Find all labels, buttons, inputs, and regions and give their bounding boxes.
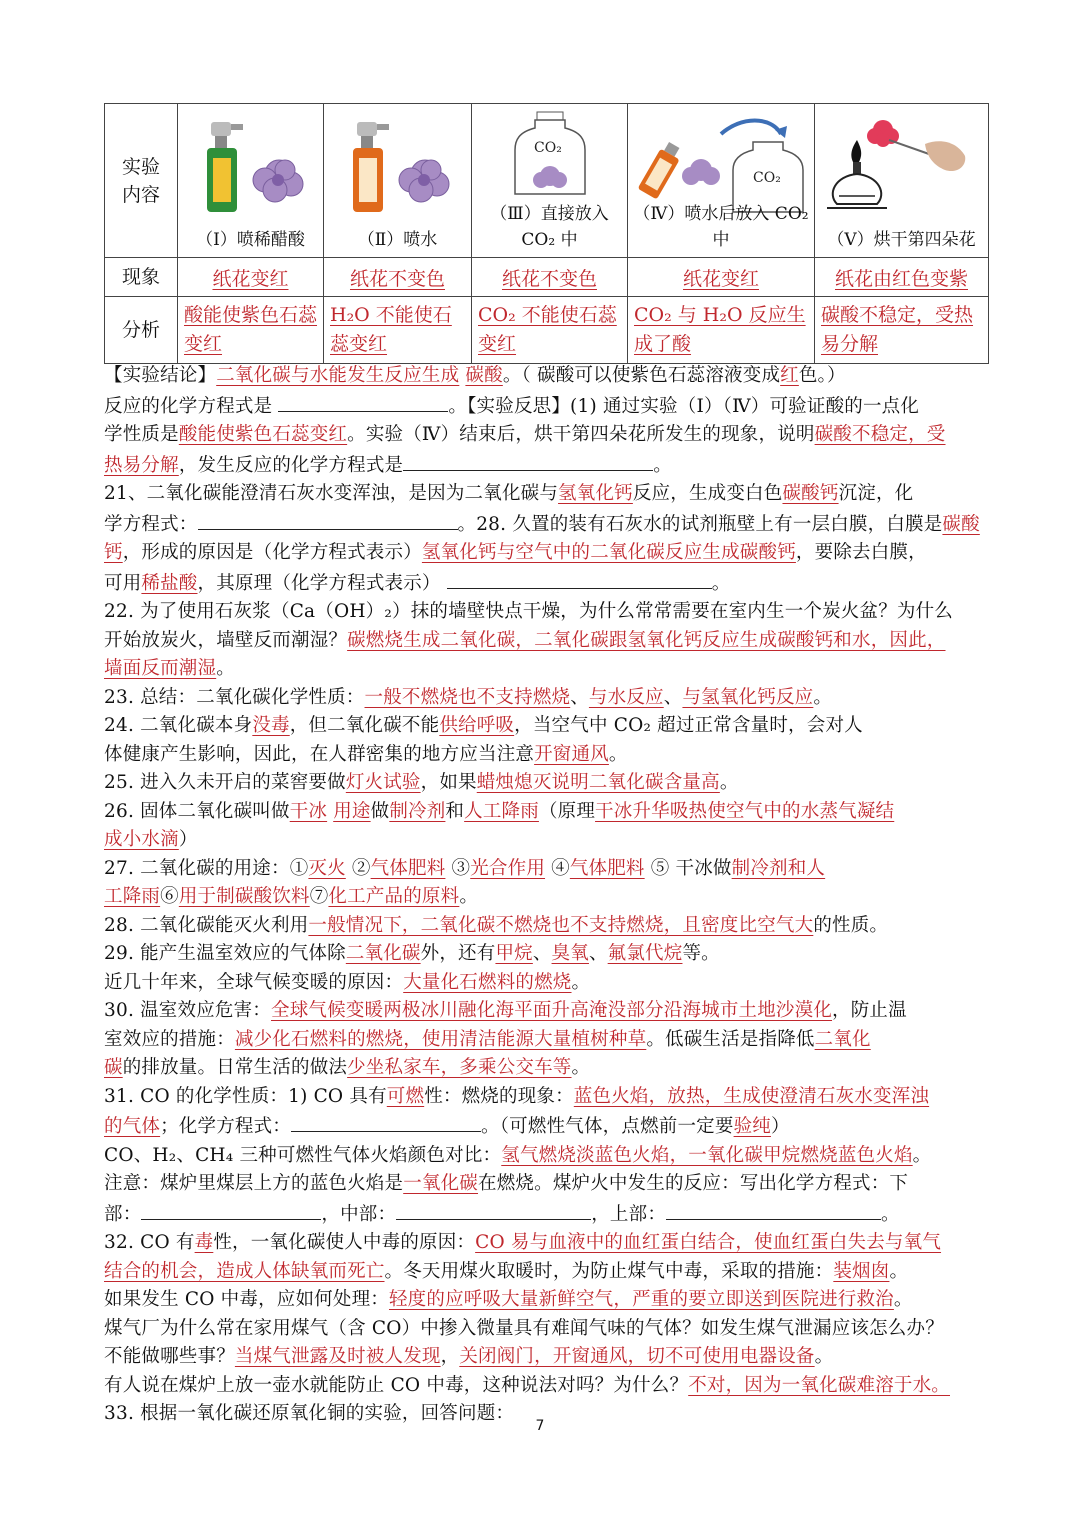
q32-line1: 32. CO 有毒性，一氧化碳使人中毒的原因：CO 易与血液中的血红蛋白结合，使血红蛋白失去与氧气 xyxy=(104,1232,942,1253)
phenomenon-4: 纸花变红 xyxy=(628,258,815,297)
analysis-3: CO₂ 不能使石蕊变红 xyxy=(472,297,628,364)
worksheet-body xyxy=(104,362,984,1429)
phenomenon-2: 纸花不变色 xyxy=(324,258,472,297)
q31-line1: 31. CO 的化学性质：1) CO 具有可燃性：燃烧的现象：蓝色火焰，放热，生成使澄清石灰水变浑浊 xyxy=(104,1085,930,1107)
q32-line5: 不能做哪些事？当煤气泄露及时被人发现，关闭阀门，开窗通风，切不可使用电器设备。 xyxy=(104,1346,834,1367)
q26-line2: 成小水滴） xyxy=(104,829,198,850)
caption-exp-1: （Ⅰ）喷稀醋酸 xyxy=(196,230,305,250)
caption-exp-3-top: （Ⅲ）直接放入 xyxy=(490,204,609,224)
q29-line1: 29. 能产生温室效应的气体除二氧化碳外，还有甲烷、臭氧、氟氯代烷等。 xyxy=(104,943,720,964)
q25-line: 25. 进入久未开启的菜窖要做灯火试验，如果蜡烛熄灭说明二氧化碳含量高。 xyxy=(104,772,739,793)
exp-cell-2 xyxy=(324,104,472,258)
page-number: 7 xyxy=(535,1418,545,1434)
q23-line: 23. 总结：二氧化碳化学性质：一般不燃烧也不支持燃烧、与水反应、与氢氧化钙反应。 xyxy=(104,686,833,708)
spray-bottle-orange-icon xyxy=(327,114,467,224)
analysis-5: 碳酸不稳定，受热易分解 xyxy=(815,297,989,364)
q31-line5: 部： ，中部： ，上部： 。 xyxy=(104,1199,984,1230)
q21-line4: 可用稀盐酸，其原理（化学方程式表示） 。 xyxy=(104,568,984,599)
q28-line: 28. 二氧化碳能灭火利用一般情况下，二氧化碳不燃烧也不支持燃烧，且密度比空气大的性质。 xyxy=(104,914,889,936)
exp-cell-3 xyxy=(472,104,628,258)
analysis-2: H₂O 不能使石蕊变红 xyxy=(324,297,472,364)
svg-text:CO₂: CO₂ xyxy=(753,170,781,186)
row-header-content: 实验内容 xyxy=(105,104,178,258)
exp-cell-5 xyxy=(815,104,989,258)
co2-jar-icon xyxy=(505,110,595,200)
caption-exp-3: CO₂ 中 xyxy=(521,230,578,250)
conclusion-line: 【实验结论】二氧化碳与水能发生反应生成 碳酸。（ 碳酸可以使紫色石蕊溶液变成红色。） xyxy=(104,365,846,386)
q32-line2: 结合的机会，造成人体缺氧而死亡。冬天用煤火取暖时，为防止煤气中毒，采取的措施：装烟囱。 xyxy=(104,1260,909,1282)
caption-exp-5: （Ⅴ）烘干第四朵花 xyxy=(827,230,976,250)
spray-bottle-green-icon xyxy=(181,114,321,224)
q32-line4: 煤气厂为什么常在家用煤气（含 CO）中掺入微量具有难闻气味的气体？如发生煤气泄漏应该怎么办？ xyxy=(104,1317,944,1339)
q22-line2: 开始放炭火，墙壁反而潮湿？碳燃烧生成二氧化碳，二氧化碳跟氢氧化钙反应生成碳酸钙和水，因此， xyxy=(104,629,946,651)
reflection-line: 反应的化学方程式是 。【实验反思】(1) 通过实验（Ⅰ）（Ⅳ）可验证酸的一点化 xyxy=(104,391,984,422)
q24-line2: 体健康产生影响，因此，在人群密集的地方应当注意开窗通风。 xyxy=(104,743,628,765)
q27-line2: 工降雨⑥用于制碳酸饮料⑦化工产品的原料。 xyxy=(104,886,479,907)
q30-line1: 30. 温室效应危害：全球气候变暖两极冰川融化海平面升高淹没部分沿海城市土地沙漠化，防止温 xyxy=(104,1000,907,1021)
q21-line1: 21、二氧化碳能澄清石灰水变浑浊，是因为二氧化碳与氢氧化钙反应，生成变白色碳酸钙沉淀，化 xyxy=(104,483,914,504)
q29-line2: 近几十年来，全球气候变暖的原因：大量化石燃料的燃烧。 xyxy=(104,971,591,993)
analysis-4: CO₂ 与 H₂O 反应生成了酸 xyxy=(628,297,815,364)
q31-line2: 的气体；化学方程式： 。（可燃性气体，点燃前一定要验纯） xyxy=(104,1111,984,1142)
decompose-line: 热易分解，发生反应的化学方程式是 。 xyxy=(104,450,984,481)
q30-line2: 室效应的措施：减少化石燃料的燃烧，使用清洁能源大量植树种草。低碳生活是指降低二氧化 xyxy=(104,1028,871,1050)
svg-text:CO₂: CO₂ xyxy=(534,140,562,156)
q22-line3: 墙面反而潮湿。 xyxy=(104,658,235,679)
row-header-analysis: 分析 xyxy=(105,297,178,364)
q24-line1: 24. 二氧化碳本身没毒，但二氧化碳不能供给呼吸，当空气中 CO₂ 超过正常含量时，会对人 xyxy=(104,715,863,736)
q21-line2: 学方程式： 。28. 久置的装有石灰水的试剂瓶壁上有一层白膜，白膜是碳酸 xyxy=(104,509,984,540)
q31-line3: CO、H₂、CH₄ 三种可燃性气体火焰颜色对比：氢气燃烧淡蓝色火焰，一氧化碳甲烷燃烧蓝色火焰。 xyxy=(104,1144,932,1166)
alcohol-lamp-icon xyxy=(817,110,987,220)
q21-line3: 钙，形成的原因是（化学方程式表示）氢氧化钙与空气中的二氧化碳反应生成碳酸钙，要除去白膜， xyxy=(104,542,927,563)
q22-line1: 22. 为了使用石灰浆（Ca（OH）₂）抹的墙壁快点干燥，为什么常常需要在室内生一个炭火盆？为什么 xyxy=(104,601,954,622)
q32-line3: 如果发生 CO 中毒，应如何处理：轻度的应呼吸大量新鲜空气，严重的要立即送到医院进行救治。 xyxy=(104,1289,913,1310)
exp-cell-4 xyxy=(628,104,815,258)
phenomenon-1: 纸花变红 xyxy=(178,258,324,297)
q30-line3: 碳的排放量。日常生活的做法少坐私家车，多乘公交车等。 xyxy=(104,1057,591,1078)
phenomenon-3: 纸花不变色 xyxy=(472,258,628,297)
phenomenon-5: 纸花由红色变紫 xyxy=(815,258,989,297)
q31-line4: 注意：煤炉里煤层上方的蓝色火焰是一氧化碳在燃烧。煤炉火中发生的反应：写出化学方程式：下 xyxy=(104,1173,909,1194)
experiment-table xyxy=(104,103,989,364)
analysis-1: 酸能使紫色石蕊变红 xyxy=(178,297,324,364)
row-header-phenomenon: 现象 xyxy=(105,258,178,297)
acid-property-line: 学性质是酸能使紫色石蕊变红。实验（Ⅳ）结束后，烘干第四朵花所发生的现象，说明碳酸不稳定，受 xyxy=(104,424,946,445)
exp-cell-1 xyxy=(178,104,324,258)
caption-exp-2: （Ⅱ）喷水 xyxy=(357,230,438,250)
caption-exp-4: （Ⅳ）喷水后放入 CO₂ 中 xyxy=(633,204,809,250)
q26-line1: 26. 固体二氧化碳叫做干冰 用途做制冷剂和人工降雨（原理干冰升华吸热使空气中的水蒸气凝结 xyxy=(104,800,895,822)
q32-line6: 有人说在煤炉上放一壶水就能防止 CO 中毒，这种说法对吗？为什么？不对，因为一氧化碳难溶于水。 xyxy=(104,1374,950,1396)
q27-line1: 27. 二氧化碳的用途：①灭火 ②气体肥料 ③光合作用 ④气体肥料 ⑤ 干冰做制冷剂和人 xyxy=(104,857,826,879)
q33-line: 33. 根据一氧化碳还原氧化铜的实验，回答问题： xyxy=(104,1403,515,1424)
